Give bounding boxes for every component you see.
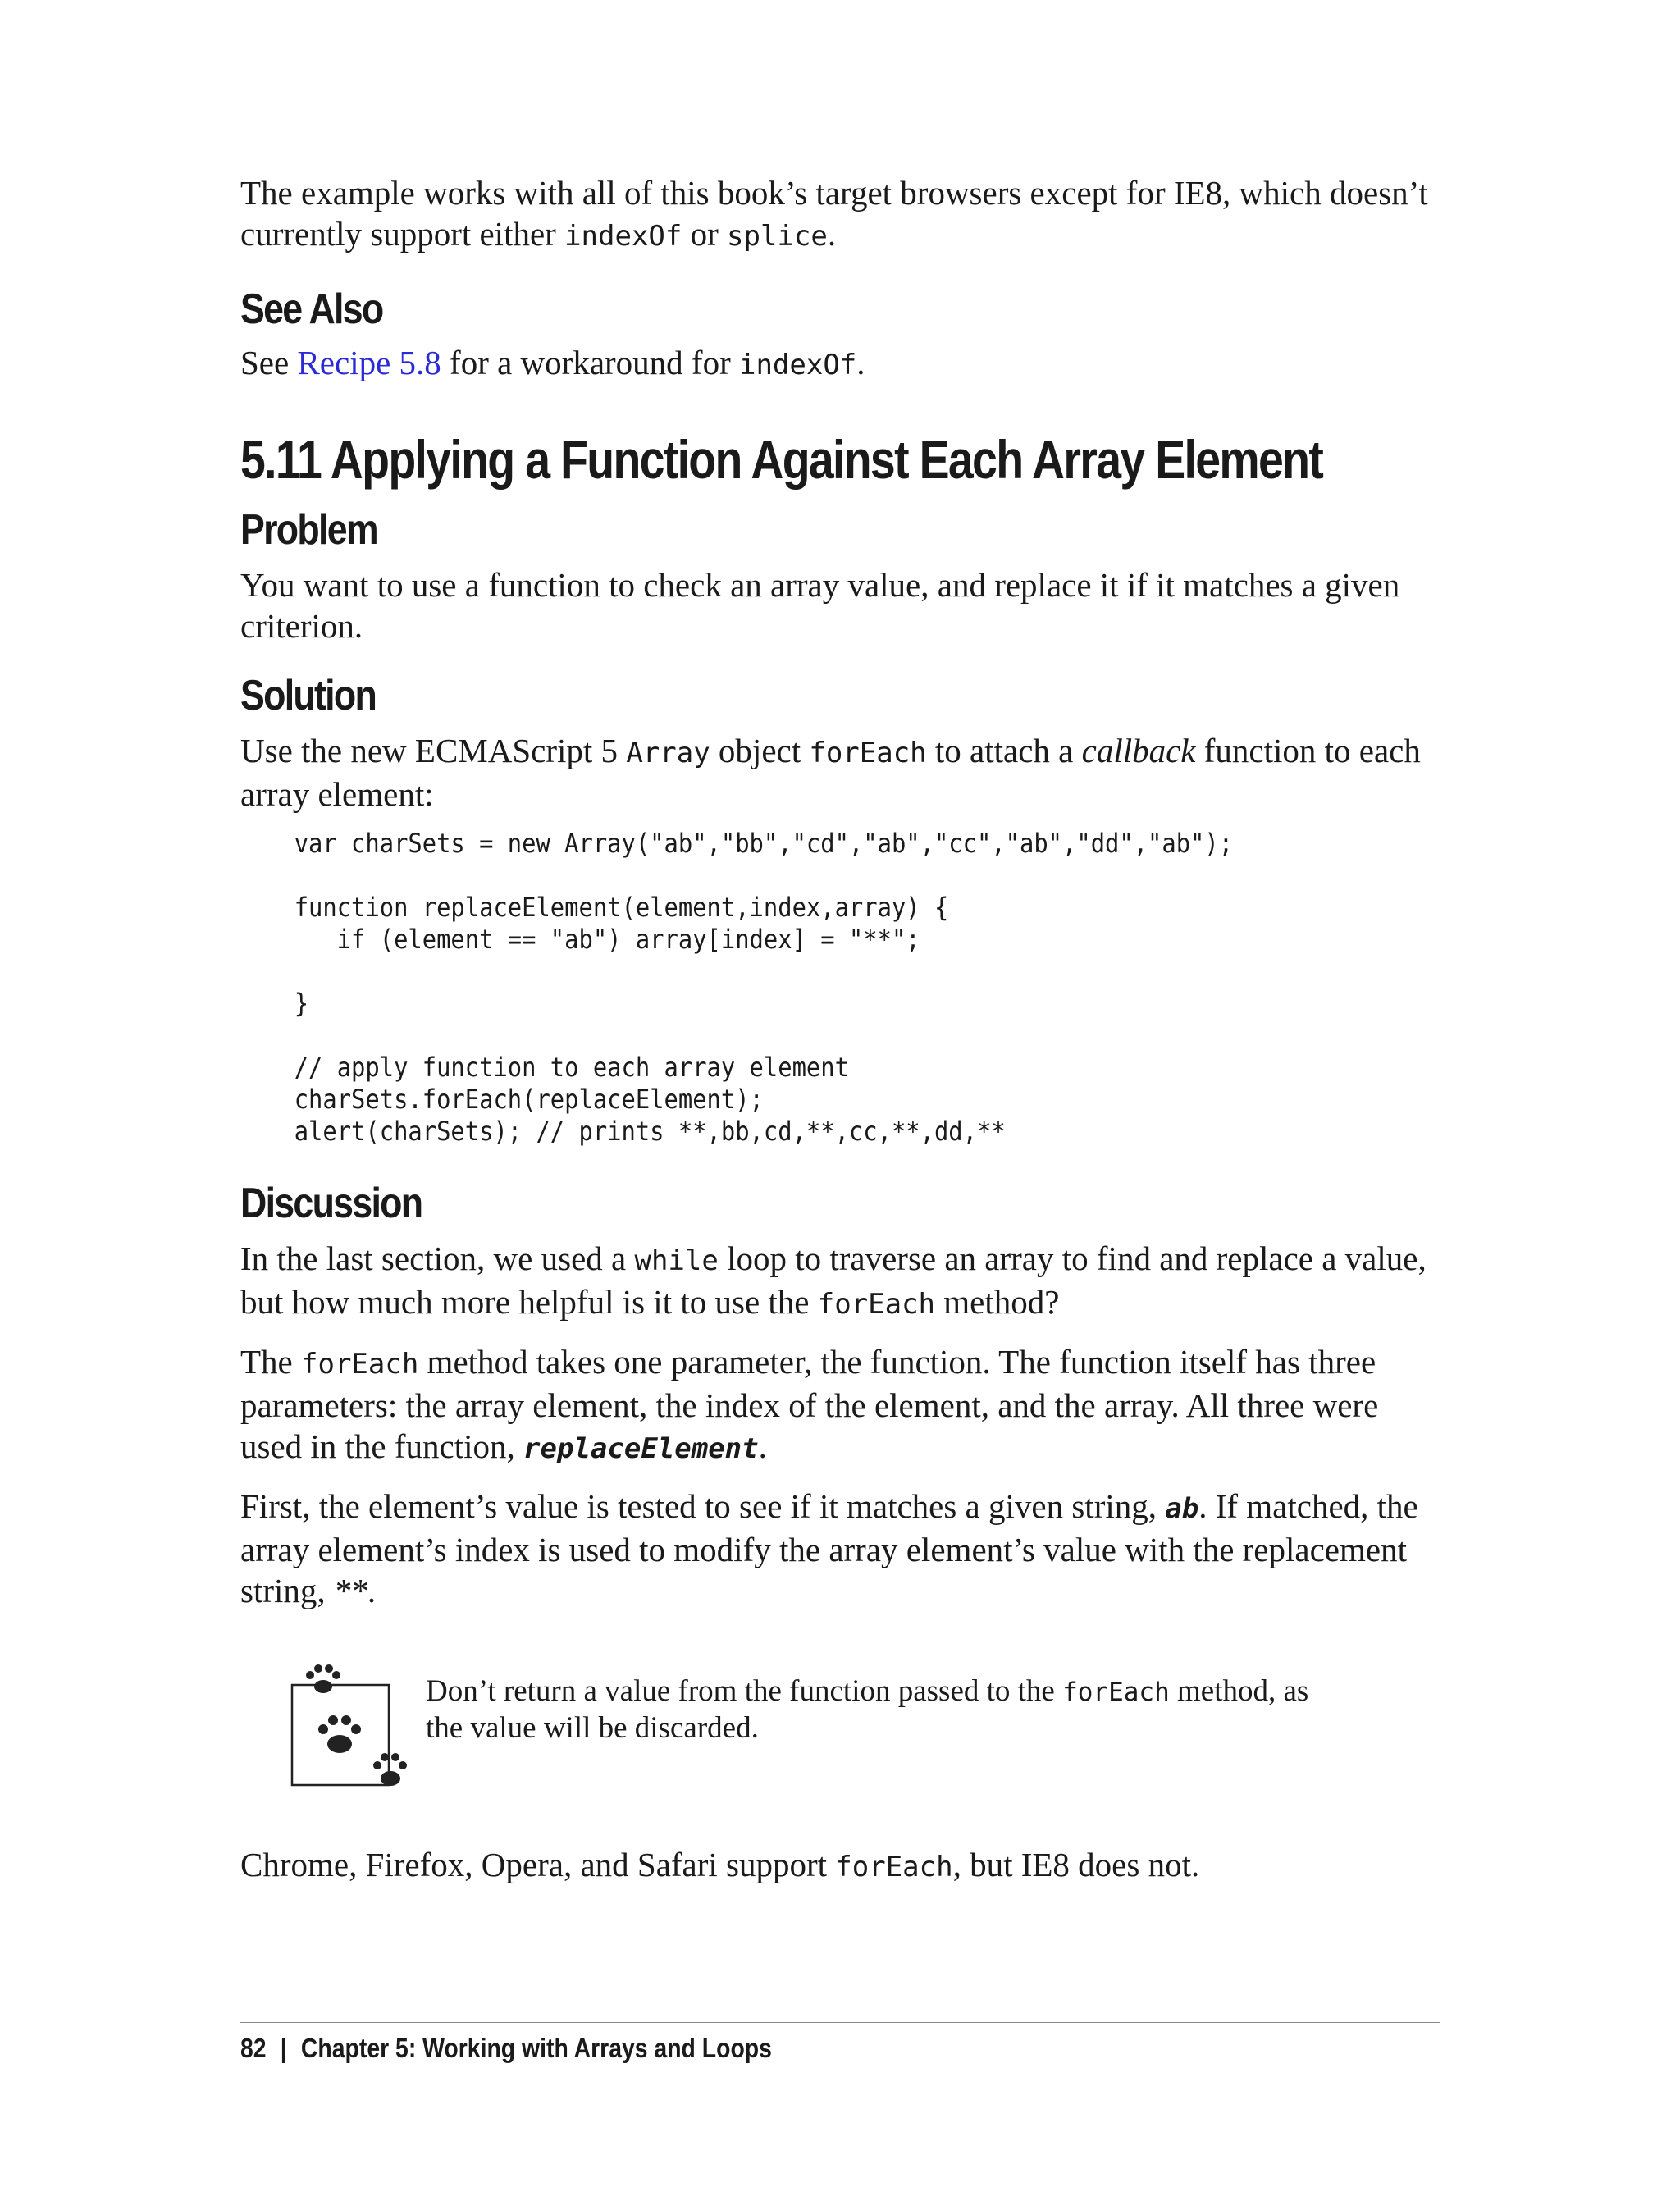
inline-code: forEach [817, 1288, 936, 1321]
problem-heading: Problem [240, 506, 377, 554]
inline-code: indexOf [564, 220, 682, 253]
inline-code: forEach [809, 737, 927, 769]
solution-paragraph: Use the new ECMAScript 5 Array object forEach to attach a callback function to each array element: [240, 732, 1421, 813]
discussion-paragraph-2: The forEach method takes one parameter, the function. The function itself has three parameters: the array element, the index of the element, and the array. All three were used in the function, replaceElement. [240, 1343, 1379, 1465]
inline-code: indexOf [738, 349, 857, 381]
discussion-paragraph-1: In the last section, we used a while loop to traverse an array to find and replace a value, but how much more helpful is it to use the forEach method? [240, 1239, 1427, 1321]
discussion-heading: Discussion [240, 1180, 422, 1227]
inline-code: Array [626, 737, 710, 769]
inline-code: while [634, 1244, 719, 1277]
discussion-paragraph-3: First, the element’s value is tested to see if it matches a given string, ab. If matched, the array element’s index is used to modify the array element’s value with the replacement string, **. [240, 1487, 1418, 1609]
inline-code: replaceElement [523, 1432, 759, 1465]
page-footer [240, 2033, 772, 2064]
recipe-link[interactable]: Recipe 5.8 [297, 344, 441, 381]
paw-prints-icon [285, 1657, 417, 1796]
recipe-title: 5.11 Applying a Function Against Each Array Element [240, 429, 1323, 490]
see-also-heading: See Also [240, 285, 383, 333]
see-also-paragraph: See Recipe 5.8 for a workaround for indexOf. [240, 344, 865, 381]
code-listing: var charSets = new Array("ab","bb","cd","ab","cc","ab","dd","ab"); function replaceElement(element,index,array) { if (element == "ab") array[index] = "**"; } // apply function to each array element charSets.forEach(replaceElement); alert(charSets); // prints **,bb,cd,**,cc,**,dd,** [294, 828, 1234, 1147]
tip-note [240, 1657, 1440, 1821]
chapter-title: Chapter 5: Working with Arrays and Loops [300, 2033, 772, 2063]
intro-paragraph: The example works with all of this book’s target browsers except for IE8, which doesn’t currently support either indexOf or splice. [240, 174, 1428, 253]
inline-code: ab [1165, 1492, 1199, 1525]
inline-code: forEach [301, 1348, 419, 1381]
inline-code: splice [727, 220, 828, 253]
footer-separator: | [280, 2033, 287, 2063]
problem-paragraph: You want to use a function to check an array value, and replace it if it matches a given criterion. [240, 566, 1400, 645]
solution-heading: Solution [240, 672, 377, 719]
page-number: 82 [240, 2033, 267, 2063]
inline-code: forEach [1062, 1678, 1170, 1707]
note-text: Don’t return a value from the function passed to the forEach method, as the value will be discarded. [426, 1674, 1309, 1745]
page-content [240, 172, 1440, 1888]
inline-code: forEach [835, 1851, 953, 1883]
footer-divider [240, 2022, 1440, 2023]
closing-paragraph: Chrome, Firefox, Opera, and Safari support forEach, but IE8 does not. [240, 1846, 1200, 1883]
